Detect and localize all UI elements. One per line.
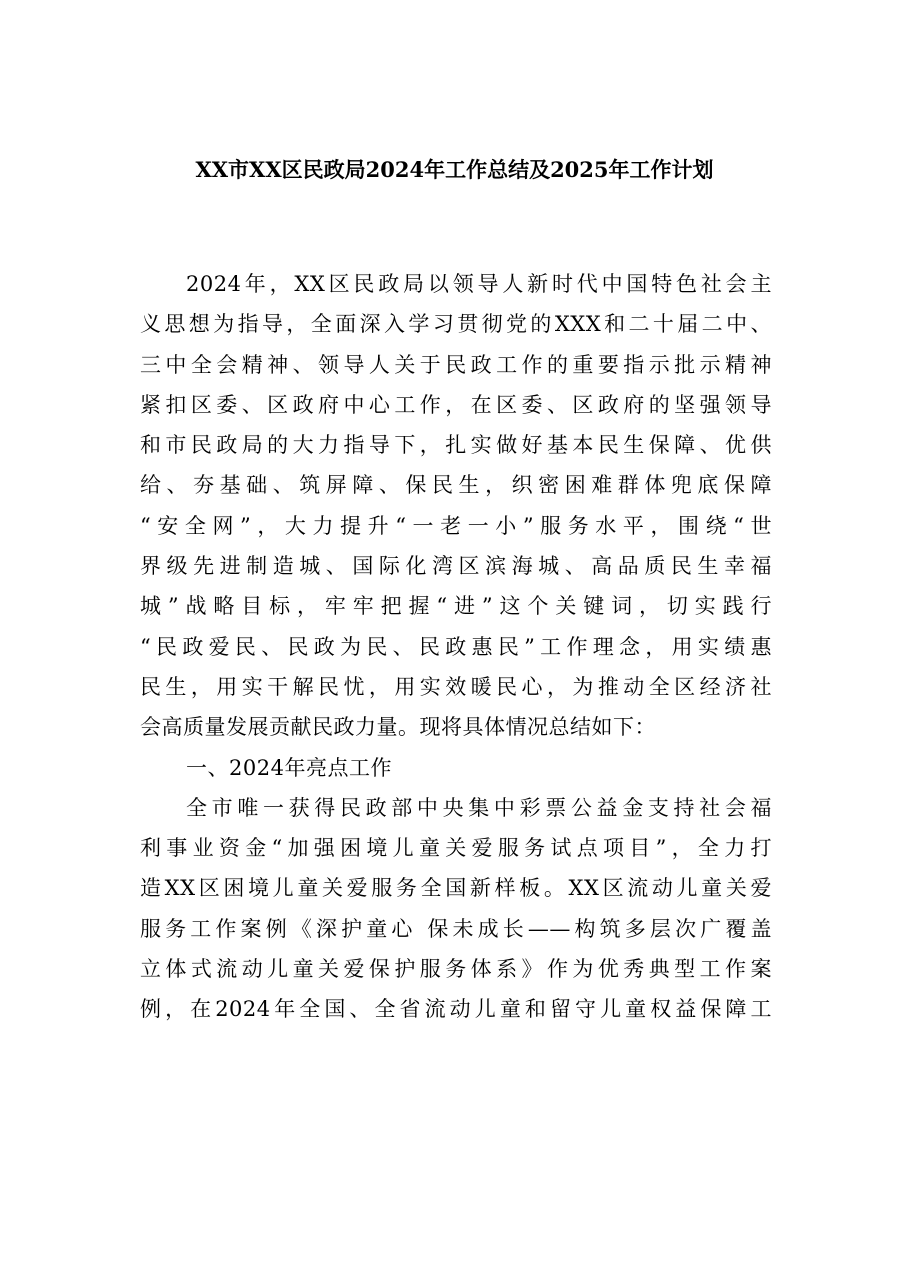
paragraph-line: 例，在2024年全国、全省流动儿童和留守儿童权益保障工 [140, 997, 772, 1022]
section-heading: 一、2024年亮点工作 [186, 755, 392, 780]
paragraph-line: 义思想为指导，全面深入学习贯彻党的XXX和二十届二中、 [140, 312, 772, 337]
paragraph-line: 给、夯基础、筑屏障、保民生，织密困难群体兜底保障 [140, 473, 772, 498]
document-body [140, 264, 772, 1030]
paragraph-line: 利事业资金“加强困境儿童关爱服务试点项目”，全力打 [140, 836, 772, 861]
paragraph-line: 紧扣区委、区政府中心工作，在区委、区政府的坚强领导 [140, 392, 772, 417]
paragraph-line: 会高质量发展贡献民政力量。现将具体情况总结如下： [140, 715, 656, 740]
paragraph-line: “民政爱民、民政为民、民政惠民”工作理念，用实绩惠 [140, 634, 772, 659]
paragraph-line: 造XX区困境儿童关爱服务全国新样板。XX区流动儿童关爱 [140, 876, 772, 901]
paragraph-line: 全市唯一获得民政部中央集中彩票公益金支持社会福 [186, 795, 772, 820]
document-title: XX市XX区民政局2024年工作总结及2025年工作计划 [195, 157, 714, 182]
paragraph-line: 界级先进制造城、国际化湾区滨海城、高品质民生幸福 [140, 554, 772, 579]
paragraph-line: 立体式流动儿童关爱保护服务体系》作为优秀典型工作案 [140, 957, 772, 982]
paragraph-line: 三中全会精神、领导人关于民政工作的重要指示批示精神 [140, 352, 772, 377]
paragraph-line: 民生，用实干解民忧，用实效暖民心，为推动全区经济社 [140, 674, 772, 699]
paragraph-line: 城”战略目标，牢牢把握“进”这个关键词，切实践行 [140, 594, 772, 619]
paragraph-line: “安全网”，大力提升“一老一小”服务水平，围绕“世 [140, 513, 772, 538]
paragraph-line: 和市民政局的大力指导下，扎实做好基本民生保障、优供 [140, 433, 772, 458]
paragraph-line: 2024年，XX区民政局以领导人新时代中国特色社会主 [186, 272, 772, 296]
paragraph-line: 服务工作案例《深护童心 保未成长——构筑多层次广覆盖 [140, 916, 772, 941]
